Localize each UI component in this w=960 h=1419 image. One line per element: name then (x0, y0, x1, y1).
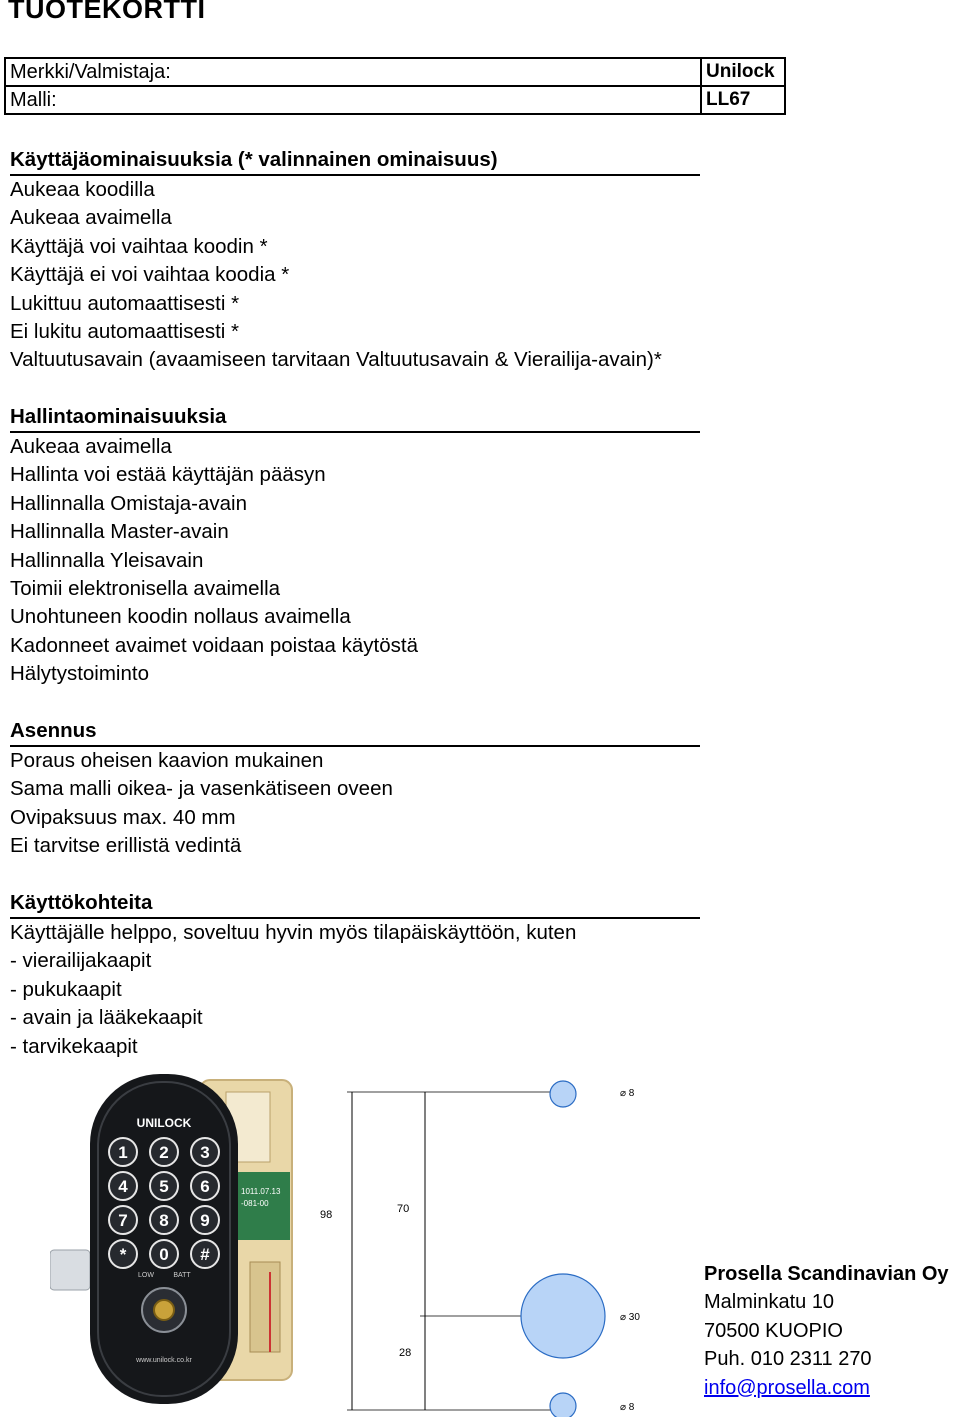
keypad-key-label: 4 (118, 1177, 128, 1196)
list-item: - avain ja lääkekaapit (10, 1006, 203, 1030)
dimension-28: 28 (399, 1347, 412, 1359)
hole-center-label: ⌀ 30 (620, 1312, 640, 1323)
list-item: Hallinta voi estää käyttäjän pääsyn (10, 463, 326, 487)
dimension-98: 98 (320, 1209, 333, 1221)
section-use-cases (10, 889, 700, 1061)
section-installation (10, 717, 700, 861)
section-user-features (10, 146, 700, 375)
lock-url: www.unilock.co.kr (136, 1357, 192, 1364)
keypad-key-label: 6 (200, 1177, 210, 1196)
list-item: Aukeaa koodilla (10, 178, 155, 201)
list-item: Aukeaa avaimella (10, 206, 172, 230)
list-item: Ei lukitu automaattisesti * (10, 319, 240, 343)
list-item: Ei tarvitse erillistä vedintä (10, 834, 242, 858)
list-item: Unohtuneen koodin nollaus avaimella (10, 605, 351, 629)
drilling-diagram (300, 1072, 660, 1417)
keypad-key-label: 1 (118, 1143, 128, 1162)
hole-top-label: ⌀ 8 (620, 1088, 635, 1099)
list-item: Hallinnalla Omistaja-avain (10, 491, 247, 515)
board-text-2: -081-00 (241, 1199, 269, 1208)
lock-brand: UNILOCK (136, 1116, 192, 1130)
hole-bottom (550, 1393, 576, 1417)
low-label: LOW (138, 1272, 154, 1279)
list-item: Poraus oheisen kaavion mukainen (10, 749, 324, 772)
postal-city: 70500 KUOPIO (704, 1319, 843, 1342)
model-value: LL67 (701, 86, 785, 114)
section-heading: Hallintaominaisuuksia (10, 403, 700, 433)
keypad-key-label: 2 (159, 1143, 169, 1162)
list-item: Valtuutusavain (avaamiseen tarvitaan Valtuutusavain & Vierailija-avain)* (10, 348, 662, 372)
section-heading: Asennus (10, 717, 700, 747)
keypad-key-label: 8 (159, 1211, 169, 1230)
list-item: Kadonneet avaimet voidaan poistaa käytöstä (10, 633, 418, 657)
street-address: Malminkatu 10 (704, 1291, 835, 1314)
list-item: Käyttäjä ei voi vaihtaa koodia * (10, 263, 290, 287)
model-row (5, 86, 785, 114)
dimension-70: 70 (397, 1203, 410, 1215)
board-text-1: 1011.07.13 (241, 1187, 281, 1196)
hole-top (550, 1081, 576, 1107)
hole-center (521, 1274, 605, 1358)
email-link[interactable]: info@prosella.com (704, 1376, 870, 1399)
list-item: Sama malli oikea- ja vasenkätiseen oveen (10, 777, 393, 801)
list-item: - pukukaapit (10, 977, 122, 1001)
list-item: Käyttäjälle helppo, soveltuu hyvin myös tilapäiskäyttöön, kuten (10, 921, 577, 944)
keypad-key-label: * (119, 1245, 127, 1264)
list-item: Käyttäjä voi vaihtaa koodin * (10, 234, 268, 258)
company-name: Prosella Scandinavian Oy (704, 1263, 949, 1285)
page-title: TUOTEKORTTI (8, 0, 206, 24)
latch-mechanism (250, 1262, 280, 1352)
list-item: Hälytystoiminto (10, 662, 149, 686)
list-item: Aukeaa avaimella (10, 435, 172, 458)
brand-row (5, 58, 785, 86)
key-slot (154, 1300, 174, 1320)
list-item: Ovipaksuus max. 40 mm (10, 805, 236, 829)
brand-value: Unilock (701, 58, 785, 86)
model-label: Malli: (5, 86, 701, 114)
keypad-key-label: 7 (118, 1211, 128, 1230)
keypad-key-label: # (200, 1245, 210, 1264)
contact-block (704, 1260, 949, 1402)
list-item: - vierailijakaapit (10, 949, 152, 973)
keypad-key-label: 3 (200, 1143, 210, 1162)
handle (50, 1250, 90, 1290)
list-item: Toimii elektronisella avaimella (10, 576, 281, 600)
batt-label: BATT (173, 1272, 191, 1279)
section-heading: Käyttökohteita (10, 889, 700, 919)
product-photo (50, 1072, 300, 1412)
list-item: Hallinnalla Yleisavain (10, 548, 204, 572)
brand-label: Merkki/Valmistaja: (5, 58, 701, 86)
list-item: Lukittuu automaattisesti * (10, 291, 240, 315)
keypad-key-label: 9 (200, 1211, 210, 1230)
phone-number: Puh. 010 2311 270 (704, 1348, 872, 1371)
list-item: Hallinnalla Master-avain (10, 520, 229, 544)
section-admin-features (10, 403, 700, 689)
keypad-key-label: 0 (159, 1245, 169, 1264)
section-heading: Käyttäjäominaisuuksia (* valinnainen ominaisuus) (10, 146, 700, 176)
keypad-key-label: 5 (159, 1177, 169, 1196)
hole-bottom-label: ⌀ 8 (620, 1402, 635, 1413)
list-item: - tarvikekaapit (10, 1034, 138, 1058)
product-info-table (4, 57, 786, 115)
